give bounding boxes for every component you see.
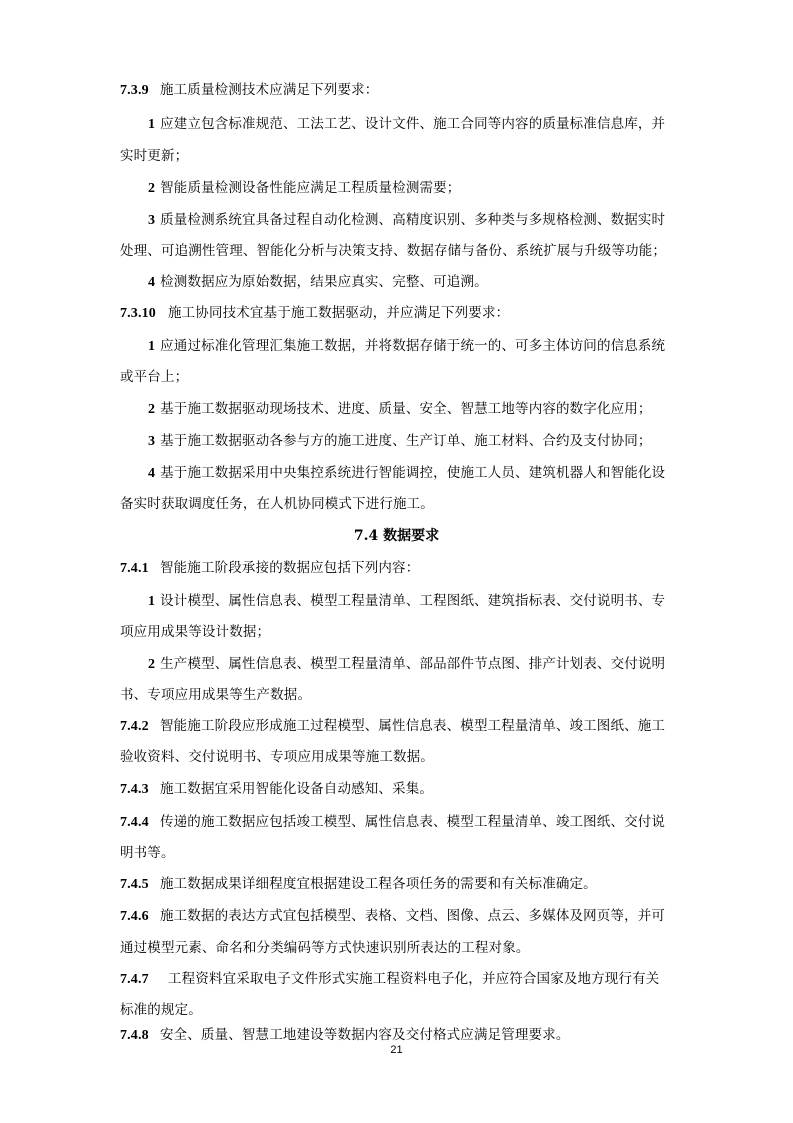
item-text: 质量检测系统宜具备过程自动化检测、高精度识别、多种类与多规格检测、数据实时: [160, 212, 666, 228]
list-item: [148, 177, 676, 199]
clause-7-4-1: [120, 557, 676, 579]
clause-text: 安全、质量、智慧工地建设等数据内容及交付格式应满足管理要求。: [160, 1027, 570, 1043]
clause-7-4-3: [120, 778, 676, 800]
clause-7-4-2: [120, 715, 676, 737]
clause-continuation: 标准的规定。: [120, 1002, 202, 1018]
clause-continuation: 通过模型元素、命名和分类编码等方式快速识别所表达的工程对象。: [120, 940, 530, 956]
page-number: 21: [390, 1044, 403, 1056]
item-number: 2: [148, 181, 156, 196]
item-number: 1: [148, 339, 156, 354]
item-number: 2: [148, 402, 156, 417]
item-text: 基于施工数据驱动各参与方的施工进度、生产订单、施工材料、合约及支付协同；: [160, 433, 652, 449]
clause-continuation: 明书等。: [120, 845, 175, 861]
clause-text: 施工数据宜采用智能化设备自动感知、采集。: [160, 781, 433, 797]
clause-text: 智能施工阶段应形成施工过程模型、属性信息表、模型工程量清单、竣工图纸、施工: [160, 718, 666, 734]
list-item: [148, 113, 676, 135]
item-number: 1: [148, 594, 156, 609]
clause-text: 施工协同技术宜基于施工数据驱动，并应满足下列要求：: [168, 305, 510, 321]
list-item: [148, 430, 676, 452]
list-item: [148, 462, 676, 484]
clause-7-4-6: [120, 905, 676, 927]
clause-7-3-10: [120, 302, 676, 324]
clause-number: 7.4.4: [120, 815, 149, 830]
item-number: 4: [148, 275, 156, 290]
item-number: 3: [148, 434, 156, 449]
list-item: [148, 398, 676, 420]
item-continuation: 或平台上；: [120, 369, 189, 385]
clause-7-4-8: [120, 1024, 676, 1046]
clause-text: 施工质量检测技术应满足下列要求：: [160, 82, 379, 98]
clause-7-4-4: [120, 811, 676, 833]
item-number: 4: [148, 466, 156, 481]
clause-number: 7.3.10: [120, 306, 156, 321]
clause-7-4-7: [120, 968, 676, 990]
clause-number: 7.4.2: [120, 719, 149, 734]
item-continuation: 书、专项应用成果等生产数据。: [120, 687, 312, 703]
item-text: 应通过标准化管理汇集施工数据，并将数据存储于统一的、可多主体访问的信息系统: [160, 338, 666, 354]
clause-number: 7.4.6: [120, 909, 149, 924]
list-item: [148, 335, 676, 357]
clause-number: 7.4.1: [120, 561, 149, 576]
item-number: 3: [148, 213, 156, 228]
clause-7-4-5: [120, 873, 676, 895]
item-text: 基于施工数据驱动现场技术、进度、质量、安全、智慧工地等内容的数字化应用；: [160, 401, 652, 417]
clause-continuation: 验收资料、交付说明书、专项应用成果等施工数据。: [120, 749, 434, 765]
clause-number: 7.4.8: [120, 1028, 149, 1043]
clause-text: 传递的施工数据应包括竣工模型、属性信息表、模型工程量清单、竣工图纸、交付说: [160, 814, 666, 830]
list-item: [148, 271, 676, 293]
item-text: 生产模型、属性信息表、模型工程量清单、部品部件节点图、排产计划表、交付说明: [160, 656, 666, 672]
clause-text: 智能施工阶段承接的数据应包括下列内容：: [160, 560, 420, 576]
item-text: 智能质量检测设备性能应满足工程质量检测需要；: [160, 180, 461, 196]
section-heading: 7.4 数据要求: [353, 528, 440, 544]
item-continuation: 项应用成果等设计数据；: [120, 624, 271, 640]
item-continuation: 实时更新；: [120, 148, 189, 164]
list-item: [148, 209, 676, 231]
clause-7-3-9: [120, 79, 676, 101]
item-number: 2: [148, 657, 156, 672]
clause-text: 施工数据成果详细程度宜根据建设工程各项任务的需要和有关标准确定。: [160, 876, 597, 892]
item-text: 设计模型、属性信息表、模型工程量清单、工程图纸、建筑指标表、交付说明书、专: [160, 593, 666, 609]
item-text: 应建立包含标准规范、工法工艺、设计文件、施工合同等内容的质量标准信息库，并: [160, 116, 666, 132]
clause-number: 7.3.9: [120, 83, 149, 98]
clause-number: 7.4.3: [120, 782, 149, 797]
item-number: 1: [148, 117, 156, 132]
list-item: [148, 590, 676, 612]
item-continuation: 备实时获取调度任务，在人机协同模式下进行施工。: [120, 496, 434, 512]
clause-text: 施工数据的表达方式宜包括模型、表格、文档、图像、点云、多媒体及网页等，并可: [160, 908, 666, 924]
clause-number: 7.4.7: [120, 972, 149, 987]
clause-number: 7.4.5: [120, 877, 149, 892]
item-text: 检测数据应为原始数据，结果应真实、完整、可追溯。: [160, 274, 488, 290]
item-continuation: 处理、可追溯性管理、智能化分析与决策支持、数据存储与备份、系统扩展与升级等功能；: [120, 243, 666, 259]
item-text: 基于施工数据采用中央集控系统进行智能调控，使施工人员、建筑机器人和智能化设: [160, 465, 666, 481]
list-item: [148, 653, 676, 675]
clause-text: 工程资料宜采取电子文件形式实施工程资料电子化，并应符合国家及地方现行有关: [168, 971, 660, 987]
